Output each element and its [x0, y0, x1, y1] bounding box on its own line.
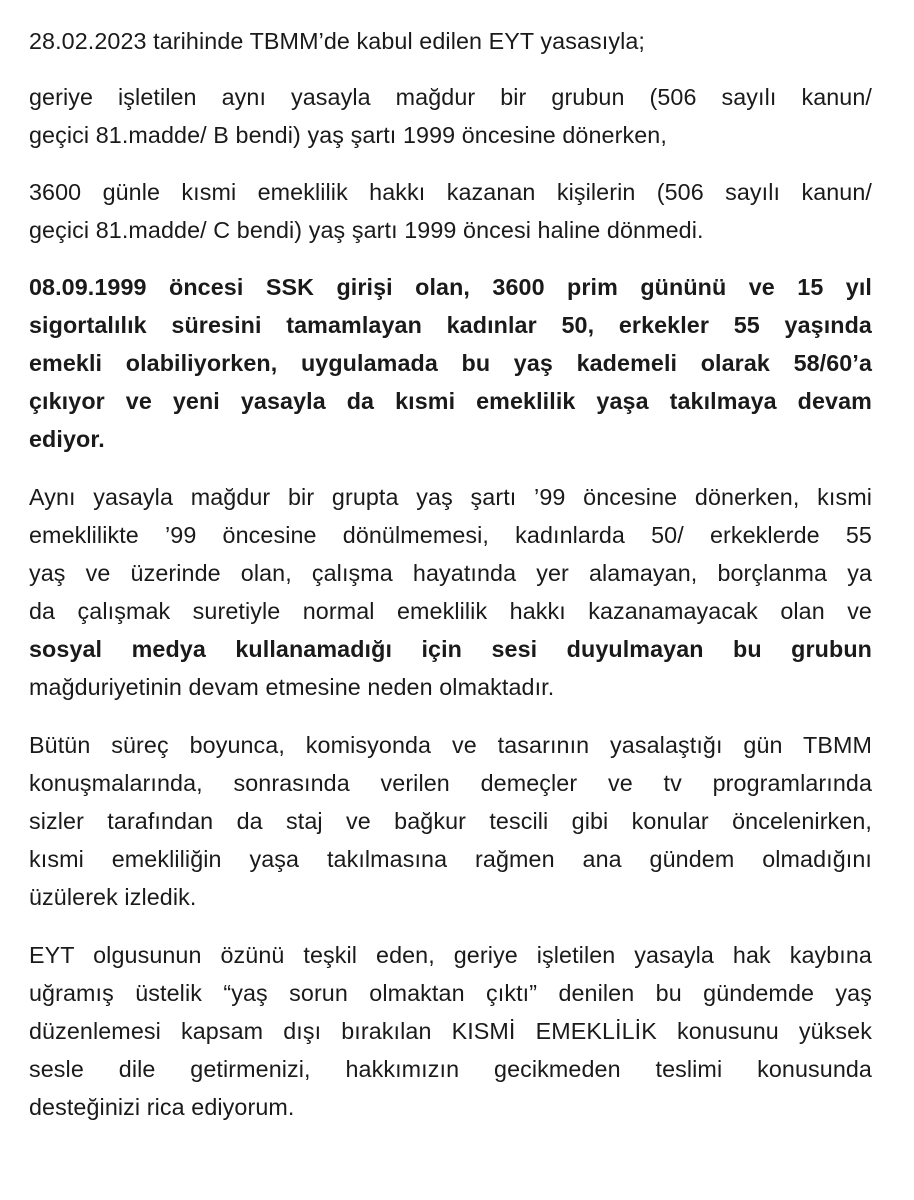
- text-line: uğramış üstelik “yaş sorun olmaktan çıktı” denilen bu gündemde yaş: [29, 980, 872, 1006]
- paragraph-2: [29, 78, 872, 154]
- text-line: 28.02.2023 tarihinde TBMM’de kabul edilen EYT yasasıyla;: [29, 28, 645, 54]
- document-page: [29, 22, 872, 1145]
- text-line: desteğinizi rica ediyorum.: [29, 1094, 295, 1120]
- paragraph-3: [29, 173, 872, 249]
- text-line: kısmi emekliliğin yaşa takılmasına rağmen ana gündem olmadığını: [29, 846, 872, 872]
- text-line: konuşmalarında, sonrasında verilen demeçler ve tv programlarında: [29, 770, 872, 796]
- text-line: geçici 81.madde/ C bendi) yaş şartı 1999 öncesi haline dönmedi.: [29, 217, 704, 243]
- text-line: EYT olgusunun özünü teşkil eden, geriye işletilen yasayla hak kaybına: [29, 942, 872, 968]
- text-line: mağduriyetinin devam etmesine neden olmaktadır.: [29, 674, 555, 700]
- text-line: düzenlemesi kapsam dışı bırakılan KISMİ EMEKLİLİK konusunu yüksek: [29, 1018, 872, 1044]
- text-line: üzülerek izledik.: [29, 884, 197, 910]
- text-line: sigortalılık süresini tamamlayan kadınlar 50, erkekler 55 yaşında: [29, 312, 872, 338]
- text-line: geçici 81.madde/ B bendi) yaş şartı 1999 öncesine dönerken,: [29, 122, 667, 148]
- text-line: geriye işletilen aynı yasayla mağdur bir grubun (506 sayılı kanun/: [29, 84, 872, 110]
- text-line: çıkıyor ve yeni yasayla da kısmi emeklilik yaşa takılmaya devam: [29, 388, 872, 414]
- text-line: da çalışmak suretiyle normal emeklilik hakkı kazanamayacak olan ve: [29, 598, 872, 624]
- paragraph-4-bold: [29, 268, 872, 458]
- text-line: yaş ve üzerinde olan, çalışma hayatında yer alamayan, borçlanma ya: [29, 560, 872, 586]
- paragraph-5: [29, 478, 872, 706]
- text-line: sizler tarafından da staj ve bağkur tescili gibi konular öncelenirken,: [29, 808, 872, 834]
- text-line: 3600 günle kısmi emeklilik hakkı kazanan kişilerin (506 sayılı kanun/: [29, 179, 872, 205]
- text-line: emekli olabiliyorken, uygulamada bu yaş kademeli olarak 58/60’a: [29, 350, 872, 376]
- text-line: sesle dile getirmenizi, hakkımızın gecikmeden teslimi konusunda: [29, 1056, 872, 1082]
- text-line: 08.09.1999 öncesi SSK girişi olan, 3600 prim gününü ve 15 yıl: [29, 274, 872, 300]
- text-line: Aynı yasayla mağdur bir grupta yaş şartı ’99 öncesine dönerken, kısmi: [29, 484, 872, 510]
- paragraph-1: [29, 22, 872, 60]
- paragraph-7: [29, 936, 872, 1126]
- paragraph-6: [29, 726, 872, 916]
- text-line: ediyor.: [29, 426, 105, 452]
- text-line: emeklilikte ’99 öncesine dönülmemesi, kadınlarda 50/ erkeklerde 55: [29, 522, 872, 548]
- text-line: Bütün süreç boyunca, komisyonda ve tasarının yasalaştığı gün TBMM: [29, 732, 872, 758]
- text-line-bold: sosyal medya kullanamadığı için sesi duyulmayan bu grubun: [29, 636, 872, 662]
